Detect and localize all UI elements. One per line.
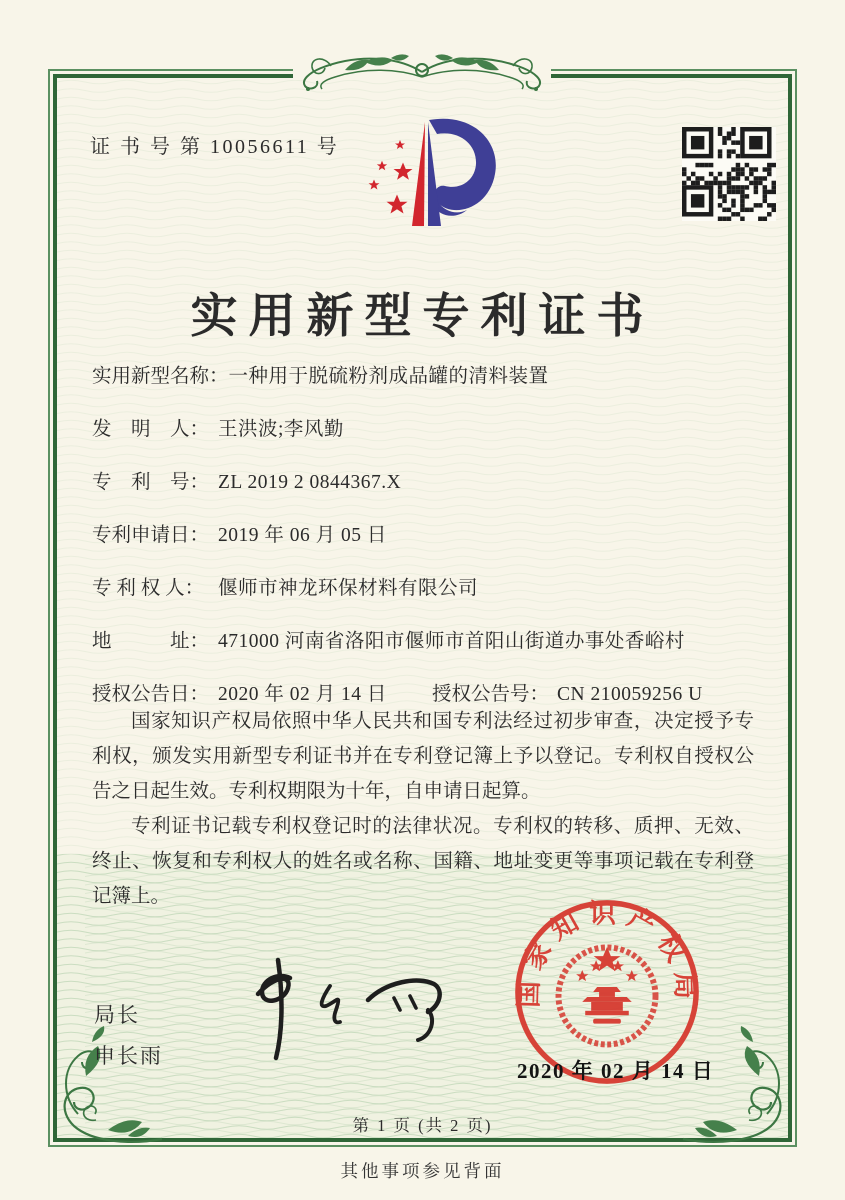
top-scroll-ornament xyxy=(287,44,557,108)
seal-date: 2020 年 02 月 14 日 xyxy=(517,1059,715,1083)
page-number: 第 1 页 (共 2 页) xyxy=(352,1116,493,1135)
field-value: 2020 年 02 月 14 日 xyxy=(218,684,387,705)
qr-code xyxy=(682,127,776,221)
signer-title: 局长 xyxy=(94,1003,140,1027)
seal-ring-text: 国家知识产权局 xyxy=(513,898,701,1009)
legal-text xyxy=(92,704,754,915)
certificate-title: 实用新型专利证书 xyxy=(190,291,655,344)
footer-note: 其他事项参见背面 xyxy=(340,1161,505,1181)
field-patentee xyxy=(92,574,756,604)
field-utility-model-name xyxy=(92,362,756,392)
field-address xyxy=(92,627,756,657)
field-label: 授权公告号： xyxy=(432,684,550,705)
field-value: ZL 2019 2 0844367.X xyxy=(218,472,402,493)
field-inventors xyxy=(92,415,756,445)
field-value: CN 210059256 U xyxy=(557,684,703,705)
cnipa-patent-logo-icon xyxy=(345,116,507,244)
signer-block xyxy=(94,995,163,1077)
certificate-number: 证 书 号 第 10056611 号 xyxy=(90,136,340,158)
field-label: 发 明 人： xyxy=(92,419,210,440)
legal-paragraph-2: 专利证书记载专利权登记时的法律状况。专利权的转移、质押、无效、终止、恢复和专利权人的姓名或名称、国籍、地址变更等事项记载在专利登记簿上。 xyxy=(92,816,754,908)
legal-paragraph-1: 国家知识产权局依照中华人民共和国专利法经过初步审查，决定授予专利权，颁发实用新型专利证书并在专利登记簿上予以登记。专利权自授权公告之日起生效。专利权期限为十年，自申请日起算。 xyxy=(92,711,754,803)
field-value: 2019 年 06 月 05 日 xyxy=(218,525,387,546)
signer-name: 申长雨 xyxy=(94,1044,163,1068)
field-value: 王洪波;李风勤 xyxy=(218,419,344,440)
field-application-date xyxy=(92,521,756,551)
national-emblem-icon xyxy=(558,947,655,1045)
field-value: 一种用于脱硫粉剂成品罐的清料装置 xyxy=(228,366,549,387)
field-patent-number xyxy=(92,468,756,498)
handwritten-signature xyxy=(222,952,457,1067)
field-value: 偃师市神龙环保材料有限公司 xyxy=(218,578,479,599)
field-label: 实用新型名称： xyxy=(92,366,229,387)
field-label: 专 利 号： xyxy=(92,472,210,493)
field-value: 471000 河南省洛阳市偃师市首阳山街道办事处香峪村 xyxy=(218,631,685,652)
field-label: 地 址： xyxy=(92,631,210,652)
certificate-fields xyxy=(92,362,756,710)
field-label: 专 利 权 人： xyxy=(92,578,205,599)
field-label: 授权公告日： xyxy=(92,684,210,705)
field-label: 专利申请日： xyxy=(92,525,210,546)
